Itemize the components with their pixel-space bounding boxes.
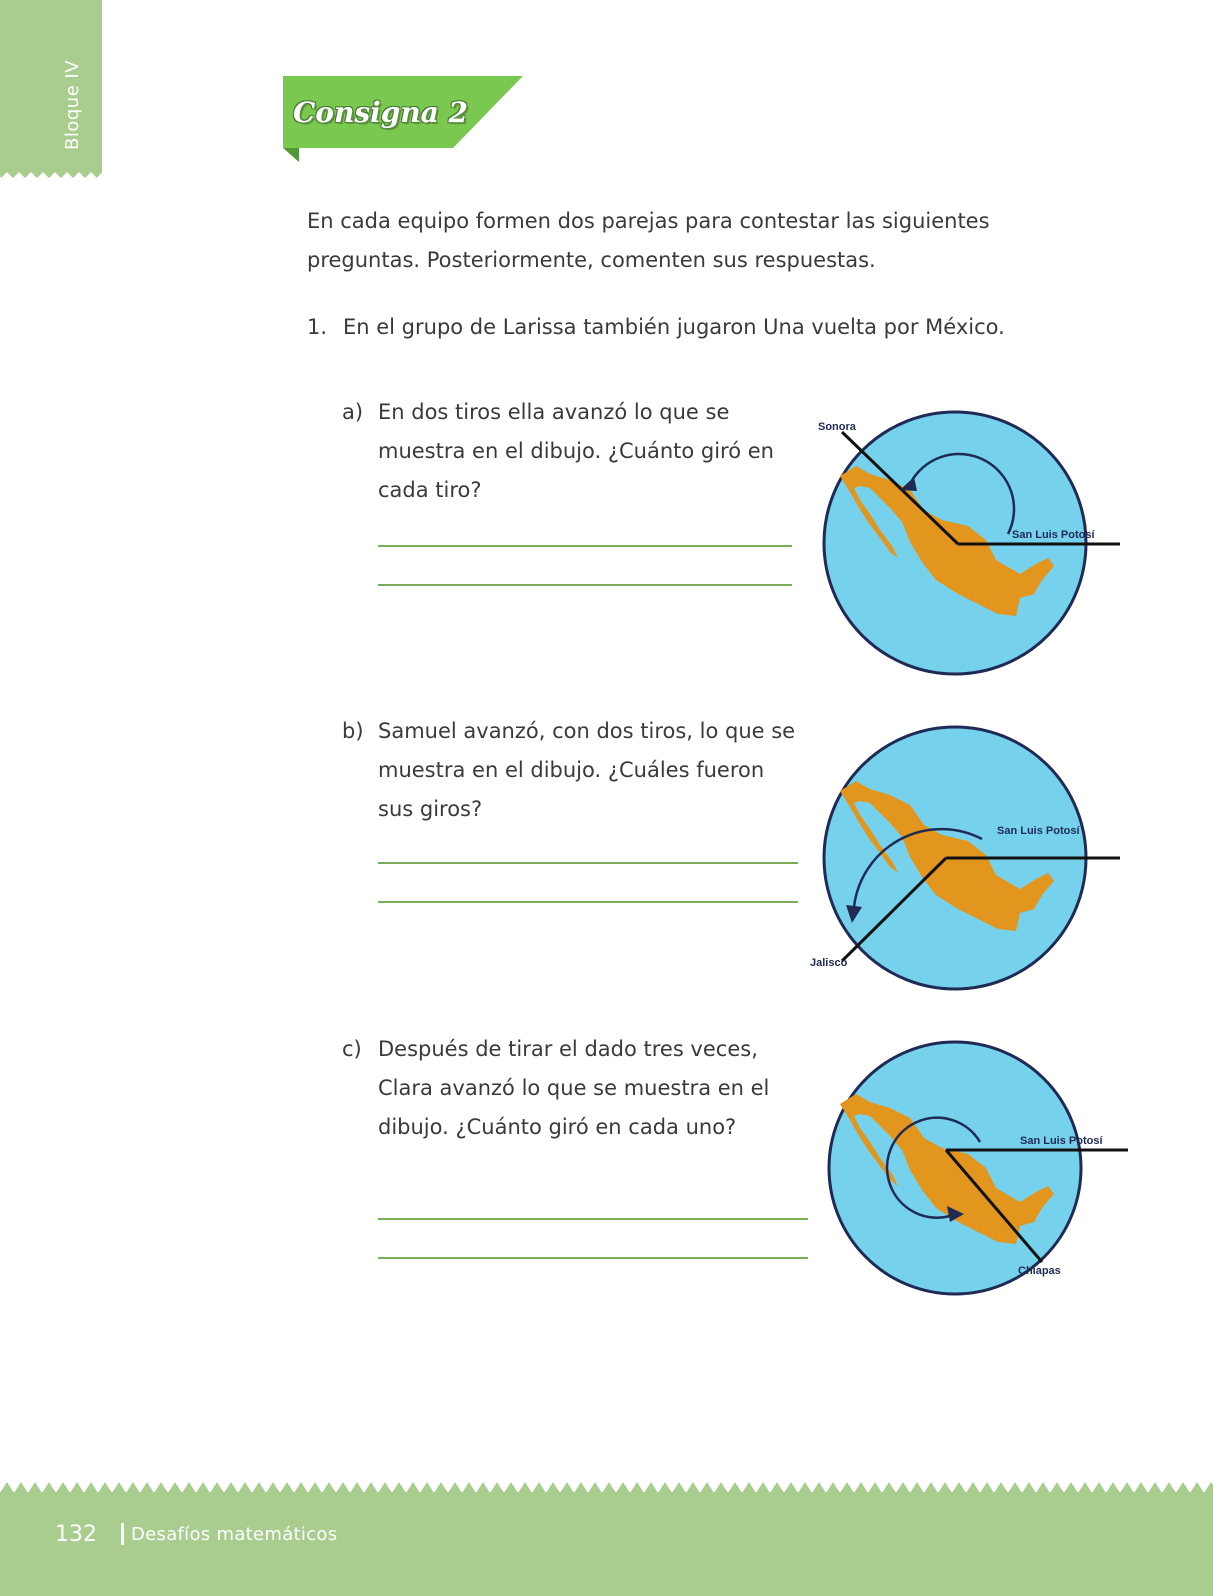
item-text: Después de tirar el dado tres veces, Clara avanzó lo que se muestra en el dibujo. ¿Cuánto giró en cada uno?: [378, 1037, 770, 1139]
label-start: San Luis Potosí: [1012, 529, 1095, 541]
question-1: [307, 315, 1137, 339]
page-number: 132: [55, 1522, 97, 1547]
side-tab-zigzag: [0, 168, 102, 180]
intro-text: En cada equipo formen dos parejas para contestar las siguientes preguntas. Posteriormente, comenten sus respuestas.: [307, 209, 990, 272]
side-tab: [0, 0, 102, 170]
label-start: San Luis Potosí: [1020, 1135, 1103, 1147]
question-text: En el grupo de Larissa también jugaron Una vuelta por México.: [343, 315, 1005, 339]
label-end: Chiapas: [1018, 1265, 1061, 1277]
figure-a: [810, 408, 1120, 678]
item-text: En dos tiros ella avanzó lo que se muestra en el dibujo. ¿Cuánto giró en cada tiro?: [378, 400, 774, 502]
answer-line[interactable]: [378, 584, 792, 586]
answer-line[interactable]: [378, 1218, 808, 1220]
figure-b: [810, 723, 1120, 998]
label-end: Sonora: [818, 421, 856, 433]
answer-line[interactable]: [378, 1257, 808, 1259]
question-number: 1.: [307, 315, 328, 339]
label-start: San Luis Potosí: [997, 825, 1080, 837]
label-end: Jalisco: [810, 957, 848, 969]
item-letter: c): [342, 1037, 362, 1061]
block-label: Bloque IV: [62, 59, 83, 150]
footer-separator: [121, 1523, 124, 1545]
banner-title: Consigna 2: [293, 96, 469, 129]
figure-c: [810, 1040, 1130, 1300]
answer-line[interactable]: [378, 545, 792, 547]
item-letter: a): [342, 400, 364, 424]
answer-line[interactable]: [378, 901, 798, 903]
answer-line[interactable]: [378, 862, 798, 864]
item-letter: b): [342, 719, 364, 743]
footer-title: Desafíos matemáticos: [131, 1524, 338, 1545]
item-text: Samuel avanzó, con dos tiros, lo que se muestra en el dibujo. ¿Cuáles fueron sus giros?: [378, 719, 796, 821]
